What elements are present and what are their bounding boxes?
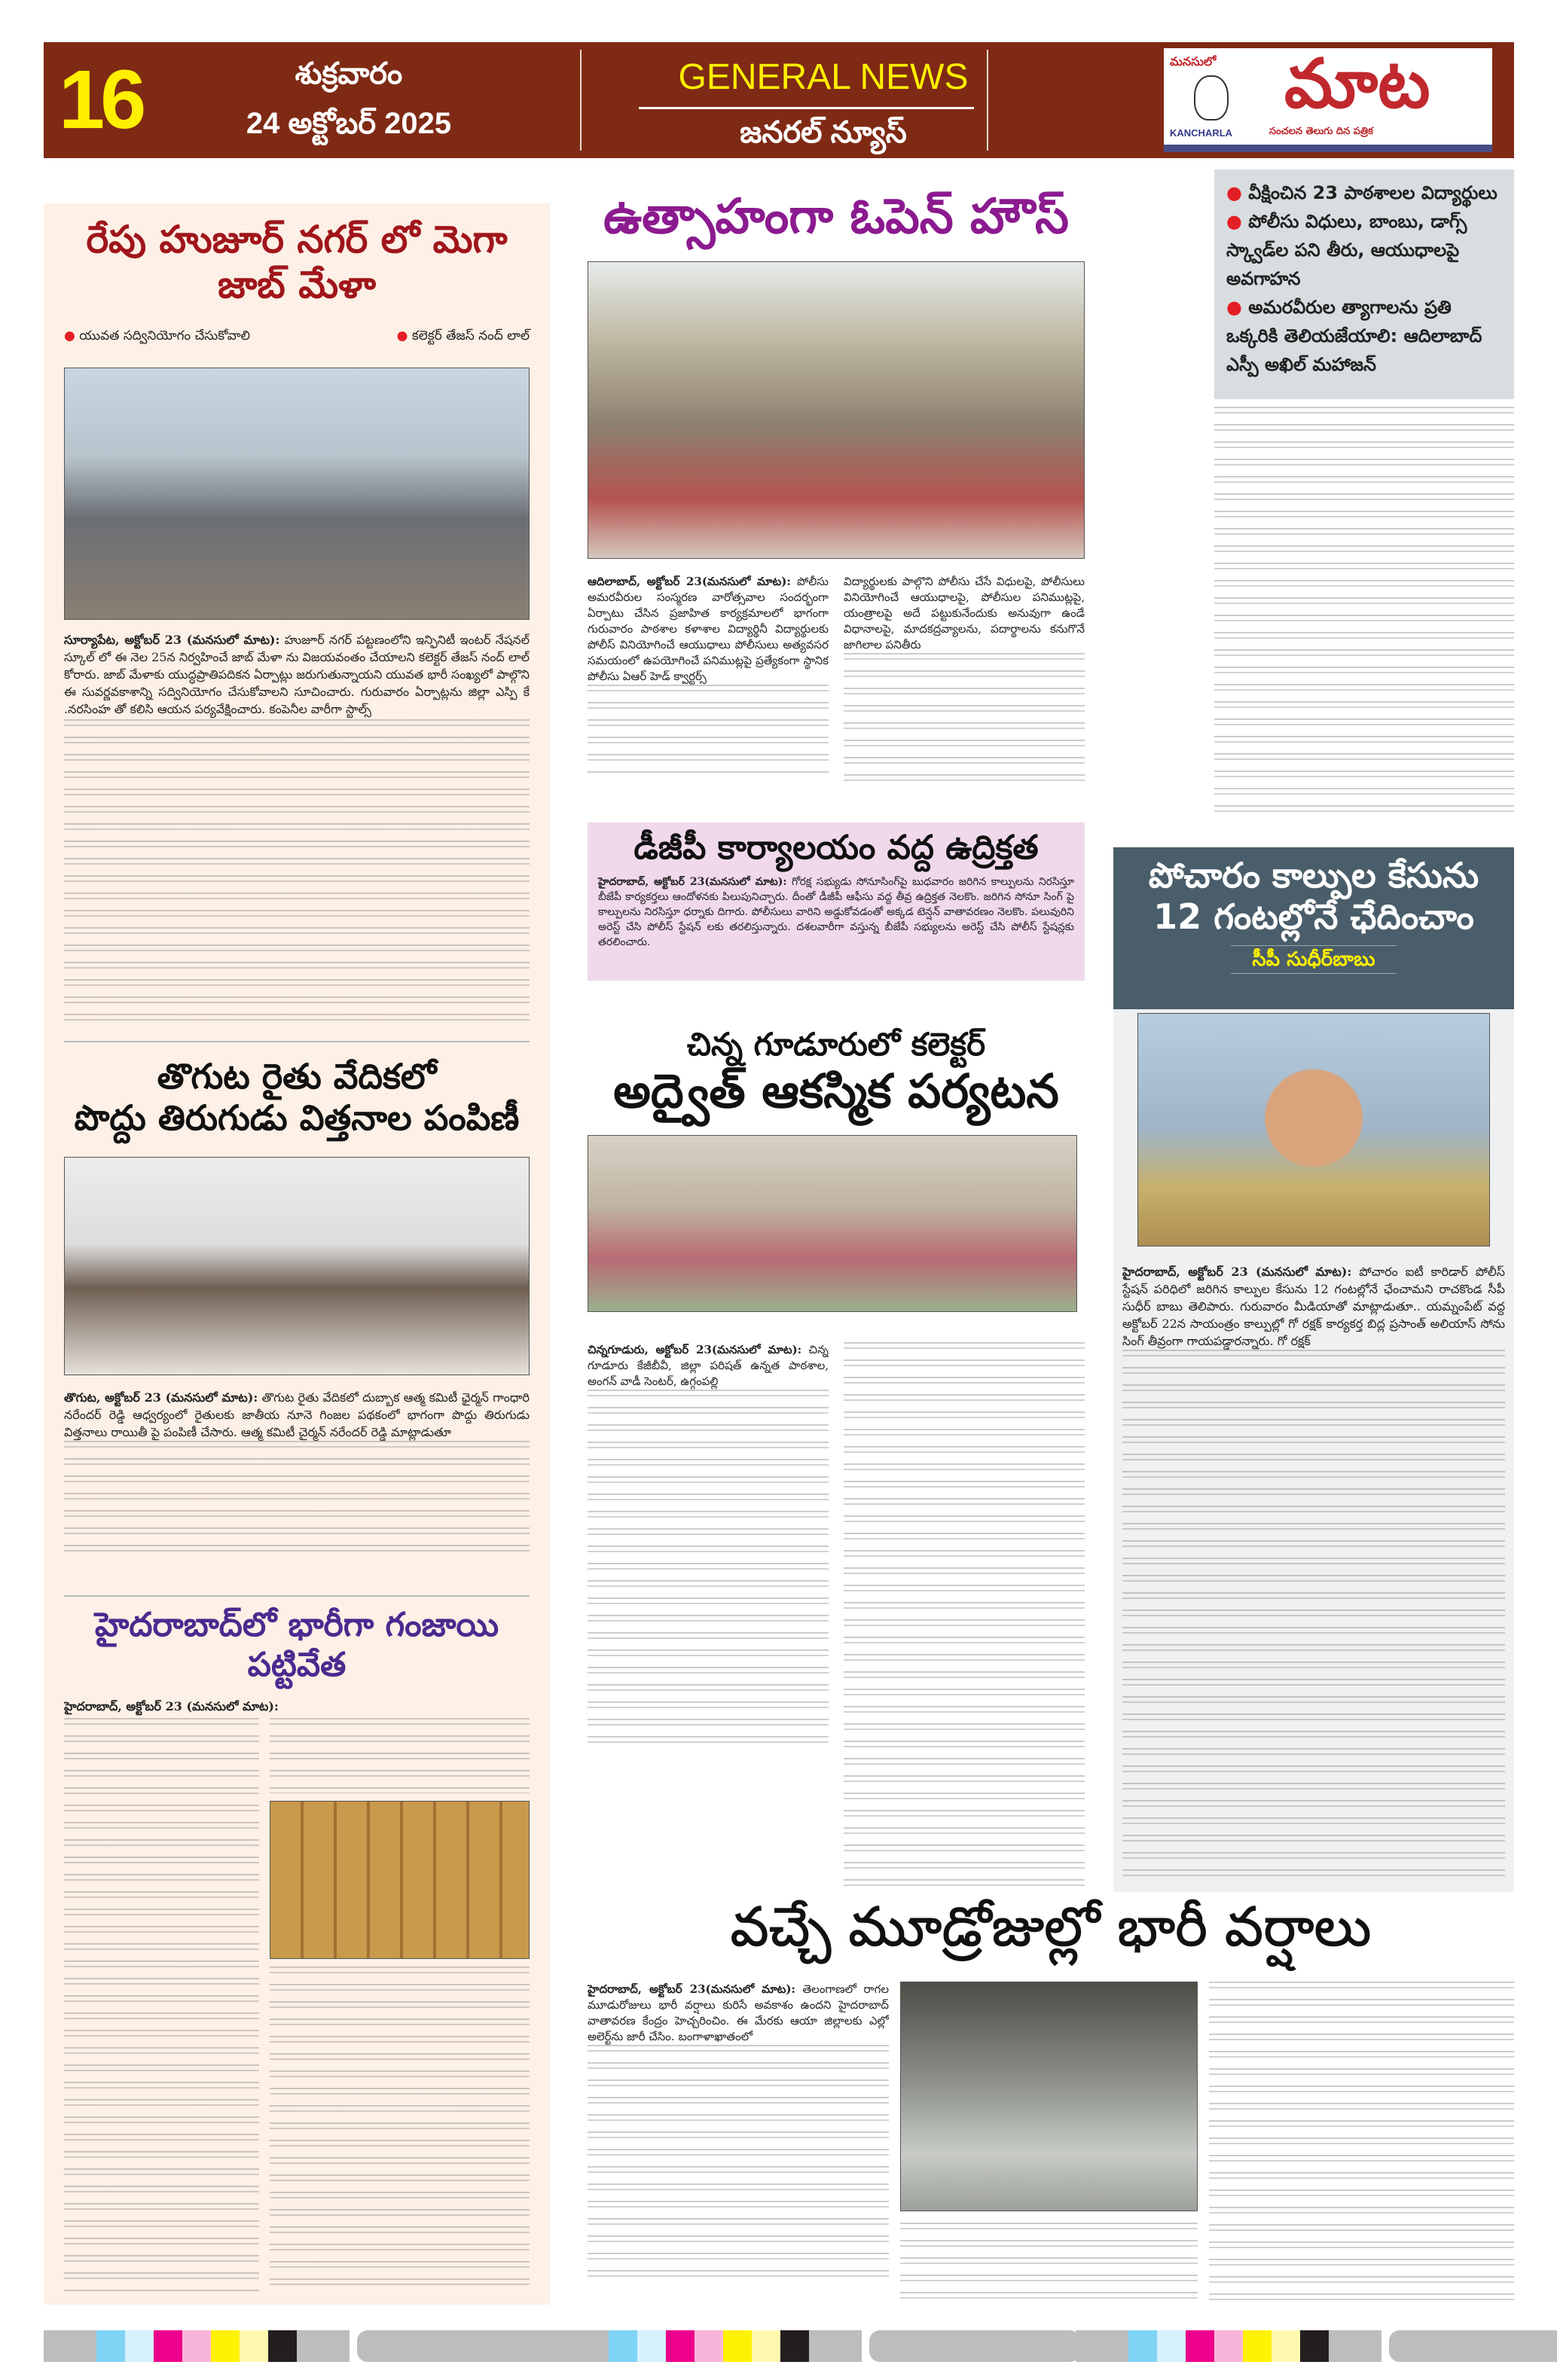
issue-day: శుక్రవారం: [295, 57, 403, 90]
divider: [639, 107, 974, 109]
pocharam-article-bg: [1113, 1009, 1514, 1892]
masthead-bar: [44, 42, 1514, 158]
highlight-item: ● వీక్షించిన 23 పాఠశాలల విద్యార్థులు: [1226, 182, 1497, 203]
photo-job-mela-inspection: [64, 368, 530, 620]
color-patch: [1157, 2330, 1186, 2362]
color-patch: [240, 2330, 268, 2362]
byline: సీపీ సుధీర్‌బాబు: [1231, 945, 1397, 974]
article-body: హైదరాబాద్, అక్టోబర్ 23(మనసులో మాట): గోరక్ష సభ్యుడు సోనూసింగ్‌పై బుధవారం జరిగిన కాల్పులను నిరసిస్తూ బీజేపీ కార్యకర్తలు ఆందోళనకు పిలుపునిచ్చారు. దీంతో డీజీపీ ఆఫీసు వద్ద తీవ్ర ఉద్రిక్తత నెలకొం. జరిగిన సోనూ సింగ్ పై కాల్పులను నిరసిస్తూ ధర్నాకు దిగారు. పోలీసులు వారిని అడ్డుకోవడంతో అక్కడ టెన్షన్ వాతావరణం నెలకొం. పలువురిని అరెస్ట్ చేసి పోలీస్ స్టేషన్ లకు తరలిస్తున్నారు. దశలవారీగా వస్తున్న బీజేపీ సభ్యులను అరెస్ట్ చేసి పోలీస్ స్టేషన్లకు తరలించారు.: [598, 875, 1074, 948]
color-patch: [752, 2330, 780, 2362]
photo-cp-sudheer-babu: [1137, 1013, 1490, 1246]
article-body-col2: [900, 2223, 1198, 2305]
color-patch: [125, 2330, 154, 2362]
photo-seed-distribution: [64, 1157, 530, 1375]
color-patch: [297, 2330, 350, 2362]
article-body: చిన్నగూడురు, అక్టోబర్ 23(మనసులో మాట): చిన్న గూడూరు కేజీబీవీ, జిల్లా పరిషత్ ఉన్నత పాఠశాల, అంగన్ వాడీ సెంటర్, ఉగ్గంపల్లి: [588, 1342, 829, 1887]
color-patch: [1214, 2330, 1243, 2362]
center-column: [584, 188, 1088, 1887]
color-patch: [723, 2330, 752, 2362]
color-patch: [1243, 2330, 1272, 2362]
color-patch: [154, 2330, 182, 2362]
photo-classroom-visit: [588, 1135, 1077, 1312]
article-body-continued: [1214, 407, 1514, 821]
headline-collector-visit: చిన్న గూడూరులో కలెక్టర్ అద్వైత్ ఆకస్మిక పర్యటన: [613, 1025, 1059, 1119]
color-registration-strip: [556, 2330, 1080, 2362]
color-patch: [809, 2330, 862, 2362]
photo-heavy-rain: [900, 1982, 1198, 2211]
headline-pocharam: పోచారం కాల్పుల కేసును 12 గంటల్లోనే ఛేదించాం: [1148, 855, 1479, 938]
subheads: [64, 327, 530, 345]
headline-open-house: ఉత్సాహంగా ఓపెన్ హౌస్: [603, 189, 1069, 245]
color-patch: [695, 2330, 723, 2362]
logo-title: మాట: [1284, 48, 1430, 124]
color-patch: [1329, 2330, 1381, 2362]
photo-open-house-students: [588, 261, 1085, 559]
color-patch: [1076, 2330, 1128, 2362]
color-patch: [211, 2330, 240, 2362]
rain-story: [588, 1894, 1514, 2305]
subhead: ● యువత సద్వినియోగం చేసుకోవాలి: [64, 328, 250, 343]
color-patch: [268, 2330, 297, 2362]
color-patch: [182, 2330, 211, 2362]
color-patch: [44, 2330, 96, 2362]
photo-seized-ganja: [270, 1801, 530, 1959]
color-registration-strip: [1076, 2330, 1557, 2362]
portrait-icon: [1194, 75, 1229, 121]
article-body-col2: విద్యార్థులకు పాల్గొని పోలీసు చేసే విధులపై, పోలీసులు వినియోగించే ఆయుధాలపై, పోలీసుల పనిముట్లపై, యంత్రాలపై అదే పట్టుకునేందుకు అనువుగా ఉండే విధానాలపై, మాదకద్రవ్యాలను, పదార్థాలను కనుగొనే జాగిలాల పనితీరు: [844, 574, 1085, 792]
headline-dgp: డీజీపీ కార్యాలయం వద్ద ఉద్రిక్తత: [633, 828, 1039, 867]
article-body: తొగుట, అక్టోబర్ 23 (మనసులో మాట): తొగుట రైతు వేదికలో దుబ్బాక ఆత్మ కమిటీ ఛైర్మన్ గాంధారి నరేందర్ రెడ్డి ఆధ్వర్యంలో రైతులకు జాతీయ నూనె గింజల పథకంలో భాగంగా పొద్దు తిరుగుడు విత్తనాలు రాయితీ పై పంపిణీ చేసారు. ఆత్మ కమిటీ చైర్మన్ నరేందర్ రెడ్డి మాట్లాడుతూ: [64, 1389, 530, 1585]
gray-patch: [1389, 2330, 1557, 2362]
article-body: హైదరాబాద్, అక్టోబర్ 23 (మనసులో మాట):: [64, 1698, 530, 2293]
color-patch: [780, 2330, 809, 2362]
headline-ganja: హైదరాబాద్‌లో భారీగా గంజాయి పట్టివేత: [94, 1606, 499, 1685]
gray-patch: [869, 2330, 1080, 2362]
article-body: హైదరాబాద్, అక్టోబర్ 23 (మనసులో మాట): పోచారం ఐటీ కారిడార్ పోలీస్ స్టేషన్ పరిధిలో జరిగిన కాల్పుల కేసును 12 గంటల్లోనే ఛేంచామని రాచకొండ సీపీ సుధీర్ బాబు తెలిపారు. గురువారం మీడియాతో మాట్లాడుతూ.. యమ్నంపేట్ వద్ద అక్టోబర్ 22న సాయంత్రం కాల్పుల్లో గో రక్షక్ కార్యకర్త బిద్ల ప్రసాంత్ అలియాస్ సోను సింగ్ తీవ్రంగా గాయపడ్డారన్నారు. గో రక్షక్: [1122, 1263, 1505, 1892]
article-body: ఆదిలాబాద్, అక్టోబర్ 23(మనసులో మాట): పోలీసు అమరవీరుల సంస్మరణ వారోత్సవాల సందర్భంగా ఏర్పాటు చేసిన ప్రజాహిత కార్యక్రమాలలో భాగంగా గురువారం పాఠశాల కళాశాల విద్యార్థినీ విద్యార్థులకు పోలీస్ వినియోగించే ఆయుధాలు పోలీసులు అత్యవసర సమయంలో ఉపయోగించే పనిముట్లపై ప్రత్యేకంగా స్థానిక పోలీసు ఏఆర్ హెడ్ క్వార్టర్స్: [588, 574, 829, 792]
section-title-te: జనరల్ న్యూస్: [740, 116, 907, 149]
headline-seeds: తొగుట రైతు వేదికలో పొద్దు తిరుగుడు విత్తనాల పంపిణీ: [74, 1056, 520, 1139]
newspaper-logo: [1164, 48, 1492, 152]
color-registration-strip: [44, 2330, 568, 2362]
article-body: హైదరాబాద్, అక్టోబర్ 23(మనసులో మాట): తెలంగాణలో రాగల మూడురోజులు భారీ వర్షాలు కురిసే అవకాశం ఉందని హైదరాబాద్ వాతావరణ కేంద్రం హెచ్చరించిం. ఈ మేరకు ఆయా జిల్లాలకు ఎల్లో అలెర్ట్‌ను జారీ చేసిం. బంగాళాఖాతంలో: [588, 1982, 889, 2305]
gray-patch: [357, 2330, 568, 2362]
right-column: [1113, 169, 1514, 1892]
color-patch: [637, 2330, 666, 2362]
color-patch: [1300, 2330, 1329, 2362]
headline-job-mela: రేపు హుజూర్ నగర్ లో మెగా జాబ్ మేళా: [86, 218, 508, 307]
divider: [64, 1595, 530, 1597]
section-title-en: GENERAL NEWS: [678, 57, 969, 97]
dgp-box: [588, 822, 1085, 981]
color-patch: [1128, 2330, 1157, 2362]
divider: [987, 50, 988, 151]
logo-tagline: సంచలన తెలుగు దిన పత్రిక: [1269, 126, 1373, 137]
divider: [580, 50, 582, 151]
highlight-item: ● పోలీసు విధులు, బాంబు, డాగ్స్ స్క్వాడ్‌ల పని తీరు, ఆయుధాలపై అవగాహన: [1226, 211, 1467, 289]
left-column: [44, 203, 550, 2305]
color-patch: [96, 2330, 125, 2362]
divider: [64, 1041, 530, 1042]
pocharam-header-box: [1113, 847, 1514, 1009]
logo-brand: KANCHARLA: [1170, 127, 1233, 139]
logo-prefix: మనసులో: [1170, 54, 1217, 69]
color-patch: [1186, 2330, 1214, 2362]
headline-rain: వచ్చే మూడ్రోజుల్లో భారీ వర్షాలు: [730, 1895, 1372, 1958]
highlight-item: ● అమరవీరుల త్యాగాలను ప్రతి ఒక్కరికి తెలియజేయాలి: ఆదిలాబాద్ ఎస్పీ అఖిల్ మహాజన్: [1226, 297, 1482, 375]
highlights-box: [1214, 169, 1514, 399]
color-patch: [556, 2330, 609, 2362]
article-body-col2: [844, 1342, 1085, 1887]
issue-date: 24 అక్టోబర్ 2025: [246, 107, 452, 140]
article-body: సూర్యాపేట, అక్టోబర్ 23 (మనసులో మాట): హుజూర్ నగర్ పట్టణంలోని ఇన్ఫినిటీ ఇంటర్ నేషనల్ స్కూల్ లో ఈ నెల 25న నిర్వహించే జాబ్ మేళా ను విజయవంతం చేయాలని కలెక్టర్ తేజస్ నంద్ లాల్ కోరారు. జాబ్ మేళాకు యుద్ధప్రాతిపదికన ఏర్పాట్లు జరుగుతున్నాయని యువత భారీ సంఖ్యలో పాల్గొని ఈ సువర్ణవకాశాన్ని సద్వినియోగం చేసుకోవాలని సూచించారు. గురువారం ఏర్పాట్లను జిల్లా ఎస్పి కే .నరసింహ తో కలిసి ఆయన పర్యవేక్షించారు. కంపెనీల వారీగా స్టాల్స్: [64, 631, 530, 1030]
color-patch: [609, 2330, 637, 2362]
color-patch: [666, 2330, 695, 2362]
color-patch: [1272, 2330, 1300, 2362]
page-number: 16: [59, 53, 142, 146]
subhead: ● కలెక్టర్ తేజస్ నంద్ లాల్: [396, 328, 530, 343]
article-body-col3: [1209, 1982, 1514, 2305]
